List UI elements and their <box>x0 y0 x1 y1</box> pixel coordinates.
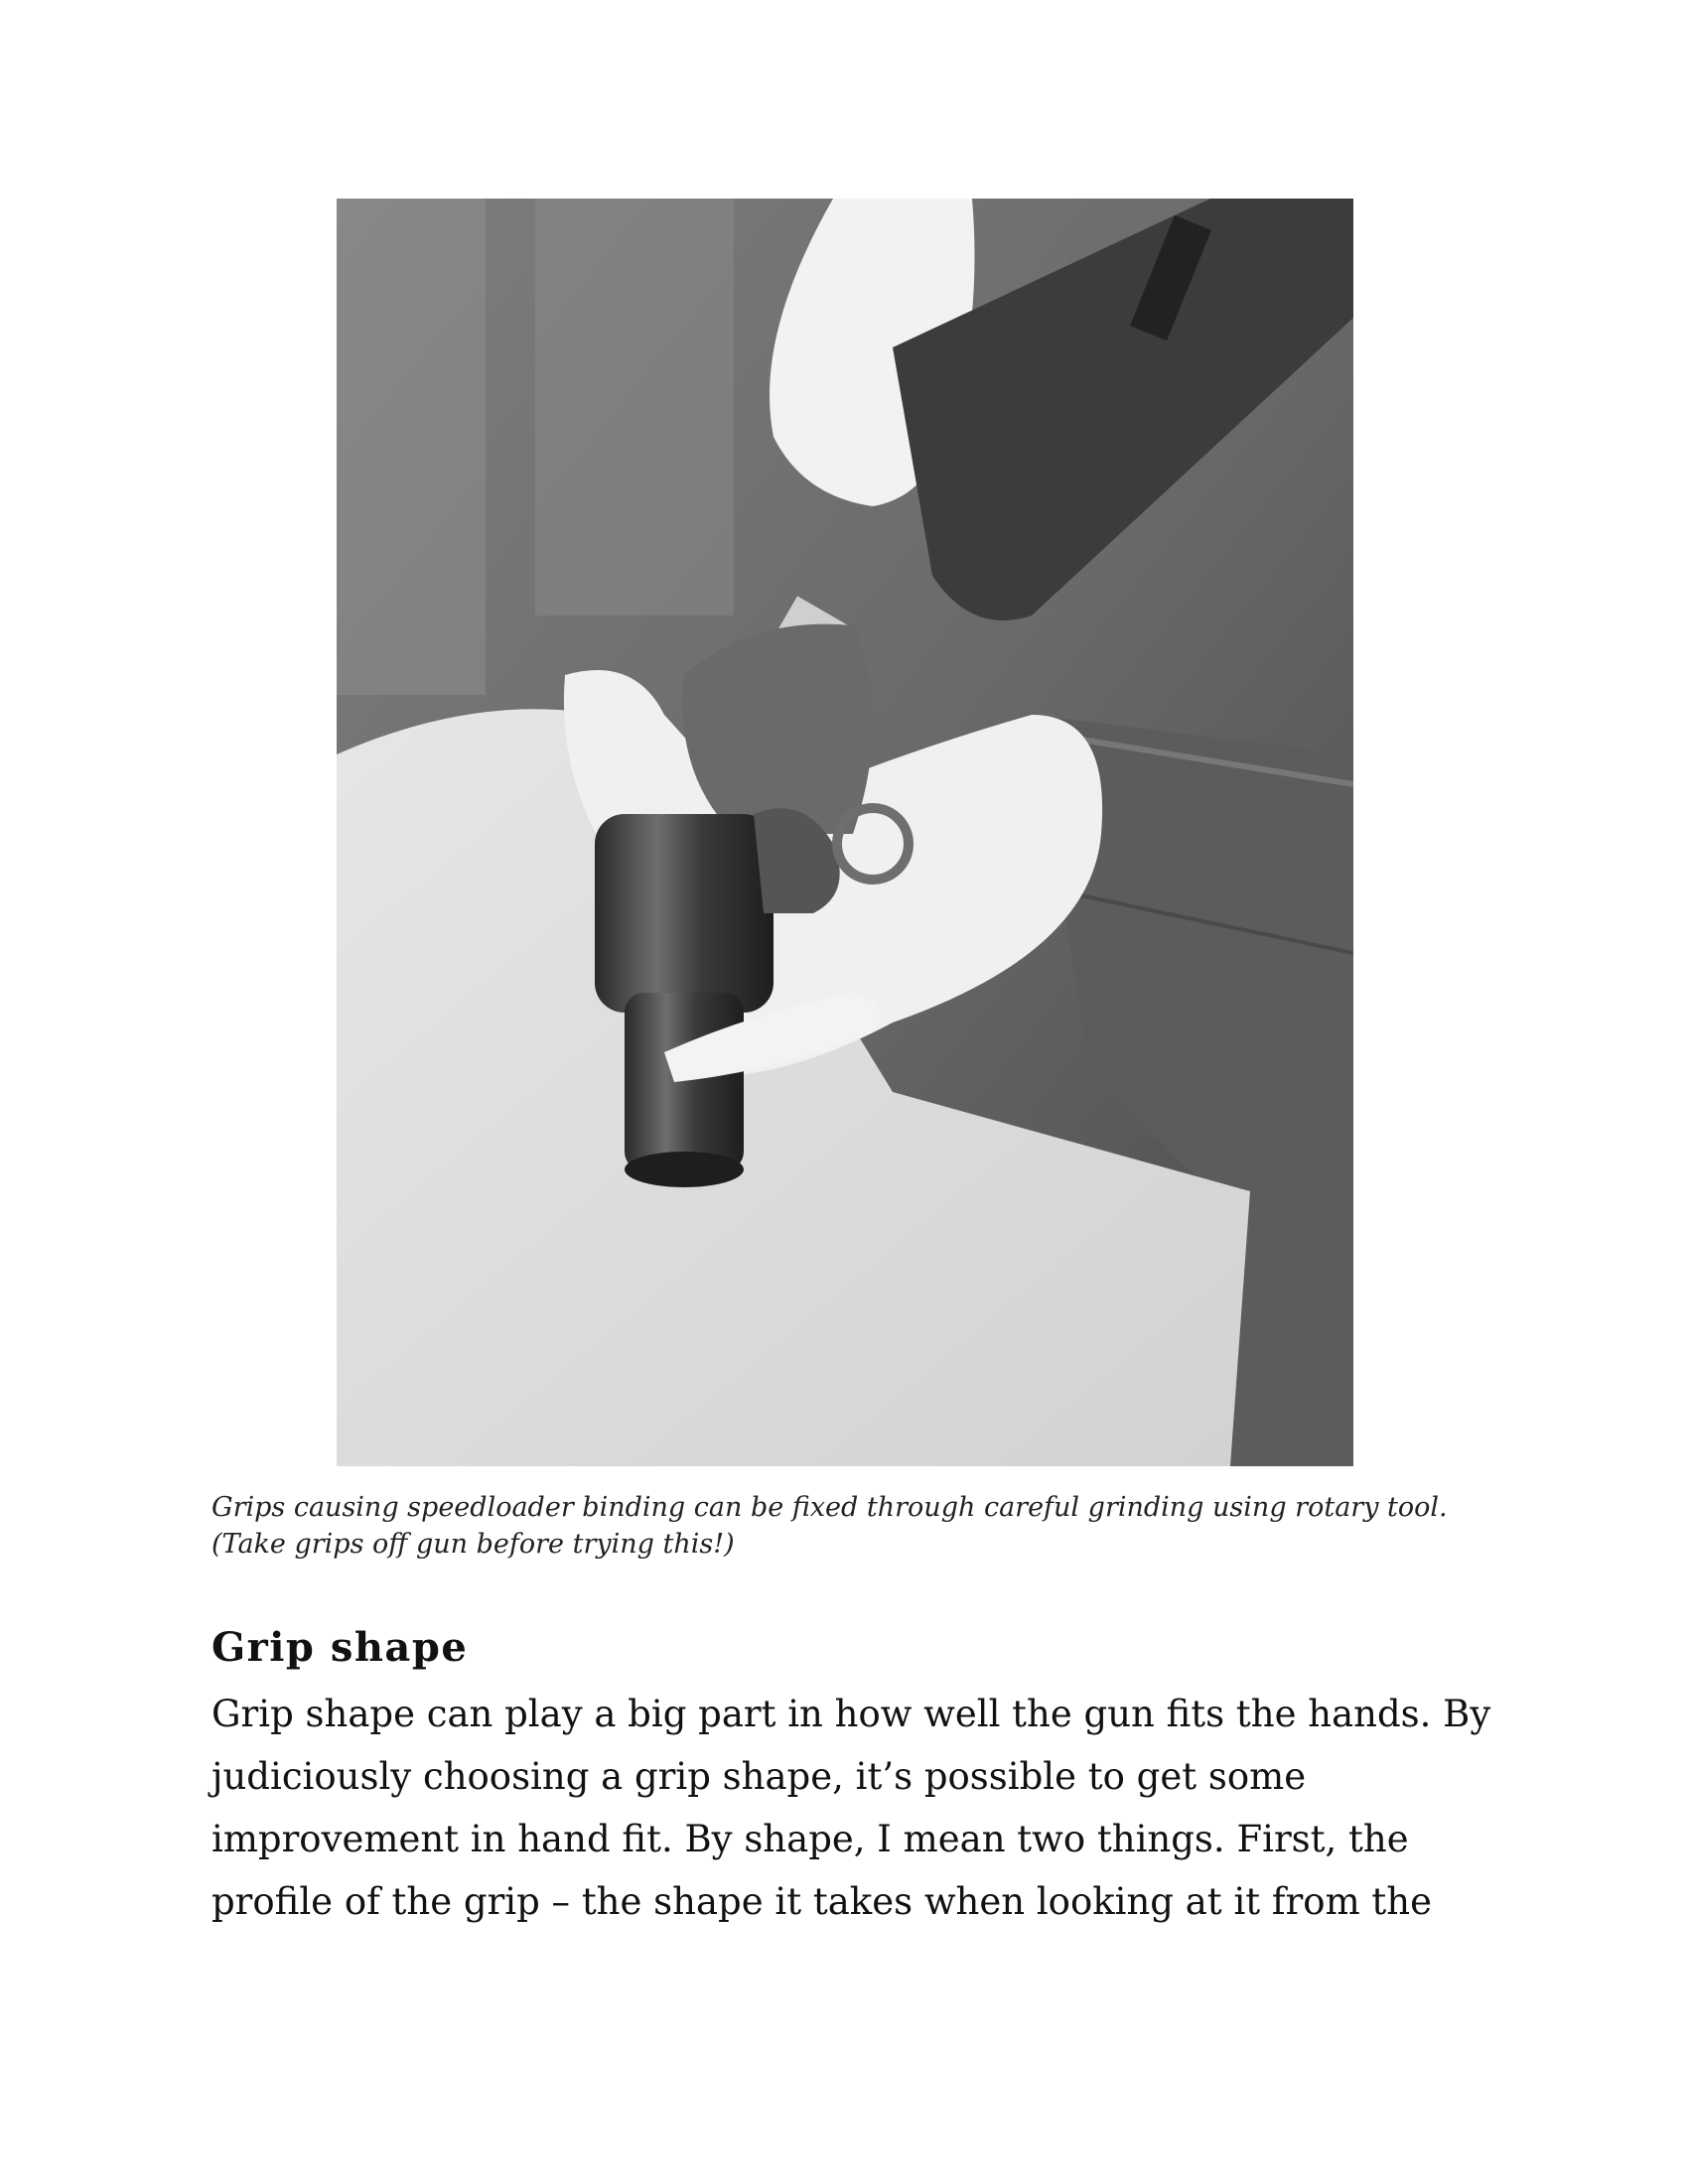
body-line: judiciously choosing a grip shape, it’s possible to get some <box>211 1755 1307 1798</box>
figure-caption <box>211 1489 1502 1563</box>
body-line: improvement in hand fit. By shape, I mean two things. First, the <box>211 1818 1409 1860</box>
caption-line-2: (Take grips off gun before trying this!) <box>211 1529 735 1560</box>
caption-line-1: Grips causing speedloader binding can be fixed through careful grinding using rotary tool. <box>211 1492 1448 1523</box>
body-paragraph <box>211 1683 1502 1933</box>
grinding-grips-photo <box>337 199 1353 1466</box>
body-line: Grip shape can play a big part in how well the gun fits the hands. By <box>211 1693 1491 1735</box>
section-heading: Grip shape <box>211 1624 469 1671</box>
body-line: profile of the grip – the shape it takes when looking at it from the <box>211 1880 1433 1923</box>
